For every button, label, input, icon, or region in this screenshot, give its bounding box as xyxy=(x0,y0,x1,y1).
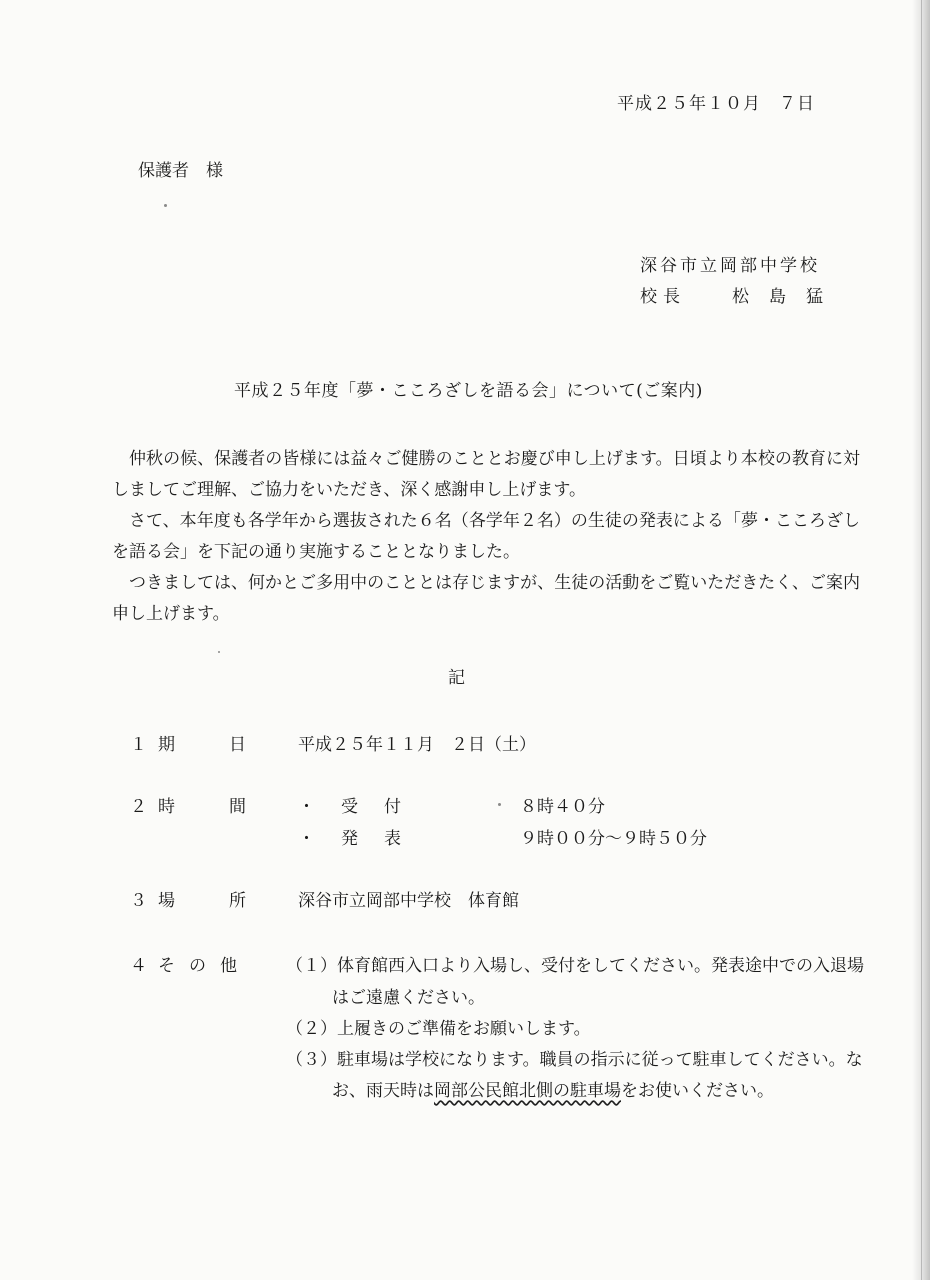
sender-school: 深谷市立岡部中学校 xyxy=(640,256,820,276)
item-number: ３ xyxy=(130,891,147,911)
presentation-time: ９時００分～９時５０分 xyxy=(520,829,707,849)
note-number: （２） xyxy=(286,1019,337,1039)
event-date-value: 平成２５年１１月 ２日（土） xyxy=(298,735,536,755)
scan-speck xyxy=(218,651,220,653)
page-edge-line xyxy=(921,0,922,1280)
note-text: 上履きのご準備をお願いします。 xyxy=(337,1019,591,1039)
note-1-continued: はご遠慮ください。 xyxy=(332,988,485,1008)
principal-name: 松島猛 xyxy=(732,287,843,307)
principal-role: 校長 xyxy=(640,287,686,307)
note-text: 駐車場は学校になります。職員の指示に従って駐車してください。な xyxy=(337,1050,863,1070)
scan-speck xyxy=(164,204,167,207)
letter-title: 平成２５年度「夢・こころざしを語る会」について(ご案内) xyxy=(234,381,703,401)
note-text-post: をお使いください。 xyxy=(621,1081,774,1101)
letter-date: 平成２５年１０月 ７日 xyxy=(617,94,815,114)
note-1 xyxy=(286,958,864,975)
item-date-label xyxy=(130,737,300,754)
note-2 xyxy=(286,1021,591,1038)
paragraph-greeting: 仲秋の候、保護者の皆様には益々ご健勝のこととお慶び申し上げます。日頃より本校の教育に対しましてご理解、ご協力をいただき、深く感謝申し上げます。 xyxy=(112,449,860,500)
item-other-label xyxy=(130,958,251,975)
item-time-label xyxy=(130,799,300,816)
venue-value: 深谷市立岡部中学校 体育館 xyxy=(298,891,519,911)
reception-time: ８時４０分 xyxy=(520,797,605,817)
salutation: 保護者 様 xyxy=(138,161,223,181)
note-3 xyxy=(286,1052,863,1069)
paragraph-invitation: つきましては、何かとご多用中のこととは存じますが、生徒の活動をご覧いただきたく、ご案内申し上げます。 xyxy=(112,573,860,624)
parking-location-emphasis: 岡部公民館北側の駐車場 xyxy=(434,1081,621,1101)
item-place-label xyxy=(130,893,300,910)
item-label-text: その他 xyxy=(158,956,251,976)
scan-speck xyxy=(498,803,501,806)
note-3-continued xyxy=(332,1083,774,1100)
ki-heading: 記 xyxy=(448,668,465,688)
note-text: 体育館西入口より入場し、受付をしてください。発表途中での入退場 xyxy=(337,956,864,976)
presentation-label: ・発表 xyxy=(298,829,427,849)
note-number: （１） xyxy=(286,956,337,976)
note-number: （３） xyxy=(286,1050,337,1070)
item-label-text: 期日 xyxy=(158,735,300,755)
item-number: ４ xyxy=(130,956,147,976)
letter-body xyxy=(112,444,860,630)
item-number: ２ xyxy=(130,797,147,817)
paragraph-announcement: さて、本年度も各学年から選抜された６名（各学年２名）の生徒の発表による「夢・こころざしを語る会」を下記の通り実施することとなりました。 xyxy=(112,511,860,562)
item-number: １ xyxy=(130,735,147,755)
item-label-text: 時間 xyxy=(158,797,300,817)
reception-label: ・受付 xyxy=(298,797,427,817)
item-label-text: 場所 xyxy=(158,891,300,911)
note-text-pre: お、雨天時は xyxy=(332,1081,434,1101)
sender-principal xyxy=(640,289,843,306)
